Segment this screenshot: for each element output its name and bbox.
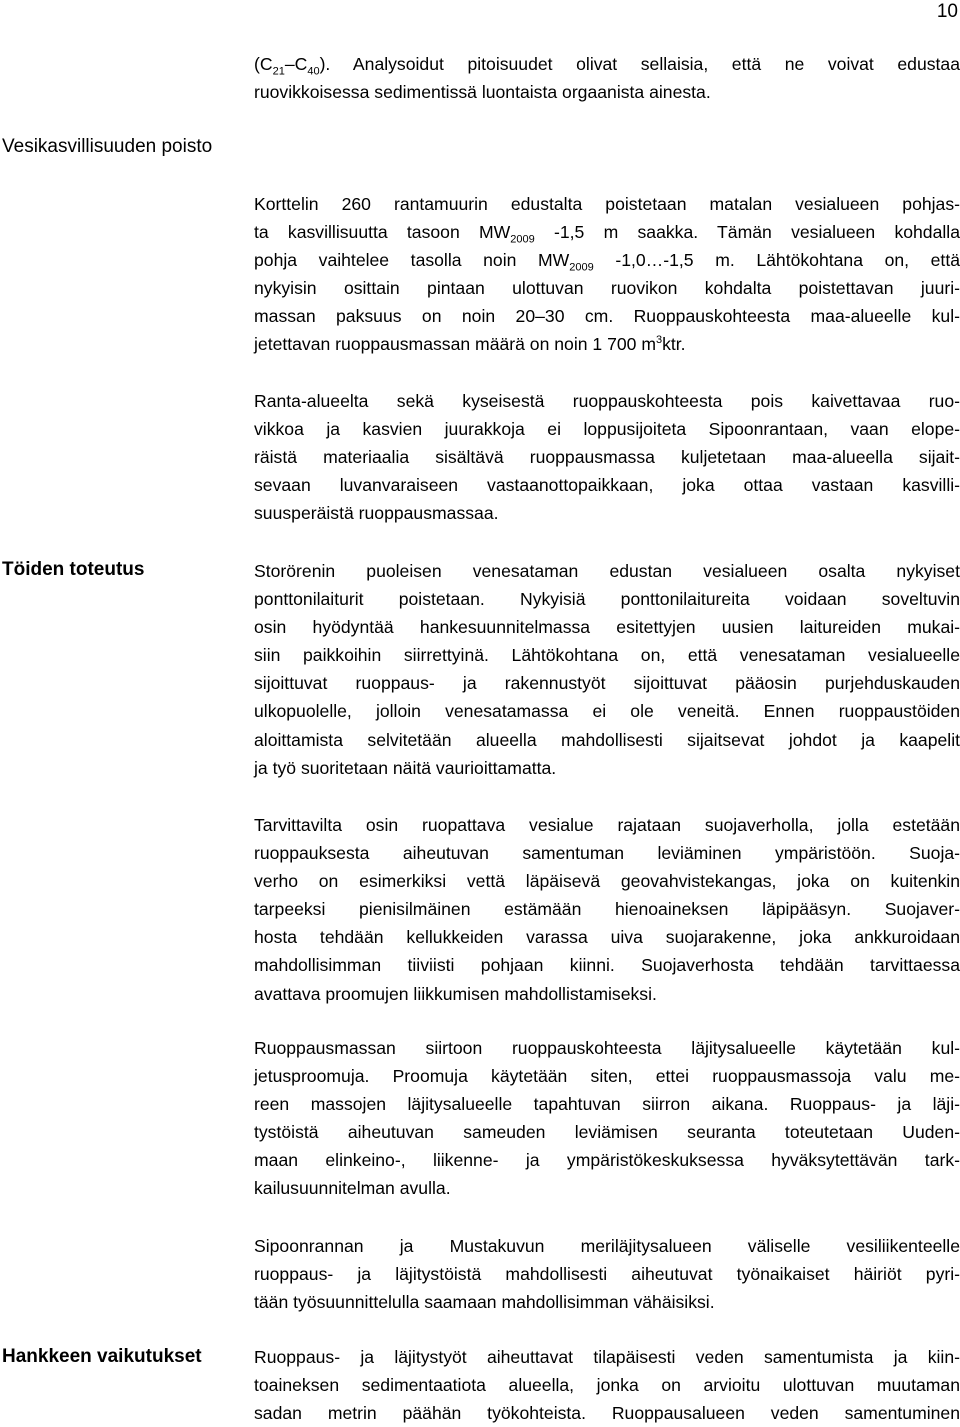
text-line: ulkopuolelle, jolloin venesatamassa ei ole veneitä. Ennen ruoppaustöiden <box>254 701 960 722</box>
text-line: avattava proomujen liikkumisen mahdollistamiseksi. <box>254 983 657 1004</box>
text-line: jetettavan ruoppausmassan määrä on noin 1 700 $m^3ktr$. <box>254 334 686 355</box>
text-line: ta kasvillisuutta tasoon $MW_{2009}$ -1,5 m saakka. Tämän vesialueen kohdalla <box>254 222 960 246</box>
text-line: nykyisin osittain pintaan ulottuvan ruovikon kohdalta poistettavan juuri- <box>254 278 960 299</box>
text-line: toaineksen sedimentaatiota alueella, jonka on arvioitu ulottuvan muutaman <box>254 1375 960 1396</box>
text-line: tään työsuunnittelulla saamaan mahdollisimman vähäisiksi. <box>254 1292 715 1313</box>
text-line: maan elinkeino-, liikenne- ja ympäristökeskuksessa hyväksytettävän tark- <box>254 1150 960 1171</box>
text-line: Storörenin puoleisen venesataman edustan vesialueen osalta nykyiset <box>254 561 960 581</box>
text-line: vikkoa ja kasvien juurakkoja ei loppusijoiteta Sipoonrantaan, vaan elope- <box>254 419 960 440</box>
text-line: sevaan luvanvaraiseen vastaanottopaikkaan, joka ottaa vastaan kasvilli- <box>254 475 960 496</box>
paragraph-4 <box>254 811 960 1008</box>
text-line: massan paksuus on noin 20–30 cm. Ruoppauskohteesta maa-alueelle kul- <box>254 306 960 327</box>
section-heading-vaikutukset: Hankkeen vaikutukset <box>2 1346 202 1367</box>
text-line: siin paikkoihin siirrettyinä. Lähtökohtana on, että venesataman vesialueelle <box>254 645 960 666</box>
text-line: ruoppauksesta aiheutuvan samentuman leviäminen ympäristöön. Suoja- <box>254 843 960 864</box>
paragraph-3 <box>254 557 960 782</box>
text-line: aloittamista selvitetään alueella mahdollisesti sijaitsevat johdot ja kaapelit <box>254 729 960 750</box>
text-line: Ruoppausmassan siirtoon ruoppauskohteesta läjitysalueelle käytetään kul- <box>254 1038 960 1058</box>
section-heading-toiden-toteutus: Töiden toteutus <box>2 559 145 580</box>
text-line: Ranta-alueelta sekä kyseisestä ruoppauskohteesta pois kaivettavaa ruo- <box>254 391 960 411</box>
page-number: 10 <box>936 1 958 22</box>
text-line: tystöistä aiheutuvan sameuden leviämisen seuranta toteutetaan Uuden- <box>254 1122 960 1143</box>
paragraph-1 <box>254 190 960 359</box>
text-line: mahdollisimman tiiviisti pohjaan kiinni. Suojaverhosta tehdään tarvittaessa <box>254 955 960 976</box>
text-line: kailusuunnitelman avulla. <box>254 1178 451 1199</box>
text-line: sadan metrin päähän työkohteista. Ruoppausalueen veden samentuminen <box>254 1403 960 1424</box>
text-line: reen massojen läjitysalueelle tapahtuvan siirron aikana. Ruoppaus- ja läji- <box>254 1094 960 1115</box>
paragraph-7 <box>254 1343 960 1427</box>
text-line: hosta tehdään kellukkeiden varassa uiva suojarakenne, joka ankkuroidaan <box>254 927 960 948</box>
text-line: pohja vaihtelee tasolla noin $MW_{2009}$ -1,0…-1,5 m. Lähtökohtana on, että <box>254 250 960 274</box>
text-line: suusperäistä ruoppausmassaa. <box>254 503 499 524</box>
text-line: ruovikkoisessa sedimentissä luontaista orgaanista ainesta. <box>254 82 711 103</box>
intro-paragraph <box>254 50 960 106</box>
text-line: $(C_{21}-C_{40})$. Analysoidut pitoisuudet olivat sellaisia, että ne voivat edustaa <box>254 54 960 78</box>
text-line: Sipoonrannan ja Mustakuvun meriläjitysalueen väliselle vesiliikenteelle <box>254 1236 960 1256</box>
text-line: verho on esimerkiksi vettä läpäisevä geovahvistekangas, joka on kuitenkin <box>254 871 960 892</box>
paragraph-6 <box>254 1232 960 1316</box>
text-line: osin hyödyntää hankesuunnitelmassa esitettyjen uusien laitureiden mukai- <box>254 617 960 638</box>
section-heading-vesikasvillisuus: Vesikasvillisuuden poisto <box>2 136 213 157</box>
text-line: Korttelin 260 rantamuurin edustalta poistetaan matalan vesialueen pohjas- <box>254 194 960 214</box>
text-line: ja työ suoritetaan näitä vaurioittamatta. <box>254 757 557 778</box>
text-line: Tarvittavilta osin ruopattava vesialue rajataan suojaverholla, jolla estetään <box>254 815 960 835</box>
paragraph-5 <box>254 1034 960 1203</box>
text-line: Ruoppaus- ja läjitystyöt aiheuttavat tilapäisesti veden samentumista ja kiin- <box>254 1347 960 1367</box>
text-line: tarpeeksi pienisilmäinen estämään hienoaineksen läpipääsyn. Suojaver- <box>254 899 960 920</box>
text-line: ruoppaus- ja läjitystöistä mahdollisesti aiheutuvat työnaikaiset häiriöt pyri- <box>254 1264 960 1285</box>
paragraph-2 <box>254 387 960 527</box>
text-line: sijoittuvat ruoppaus- ja rakennustyöt sijoittuvat pääosin purjehduskauden <box>254 673 960 694</box>
text-line: ponttonilaiturit poistetaan. Nykyisiä ponttonilaitureita voidaan soveltuvin <box>254 589 960 610</box>
text-line: räistä materiaalia sisältävä ruoppausmassa kuljetetaan maa-alueella sijait- <box>254 447 960 468</box>
text-line: jetusproomuja. Proomuja käytetään siten, ettei ruoppausmassoja valu me- <box>254 1066 960 1087</box>
